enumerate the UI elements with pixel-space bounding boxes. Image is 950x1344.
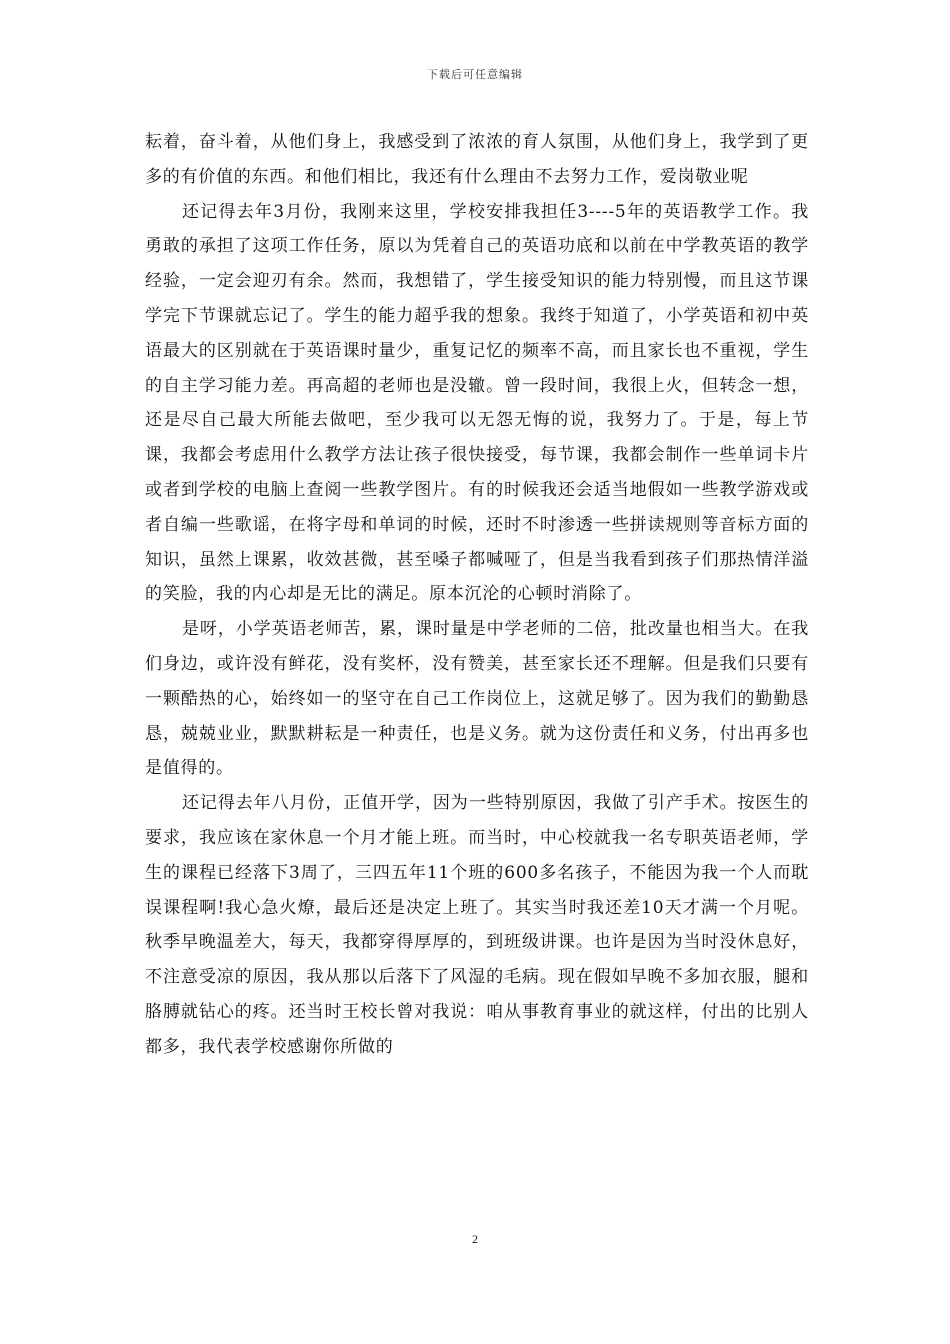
paragraph: 还记得去年3月份，我刚来这里，学校安排我担任3----5年的英语教学工作。我勇敢的承担了这项工作任务，原以为凭着自己的英语功底和以前在中学教英语的教学经验，一定会迎刃有余。然而，我想错了，学生接受知识的能力特别慢，而且这节课学完下节课就忘记了。学生的能力超乎我的想象。我终于知道了，小学英语和初中英语最大的区别就在于英语课时量少，重复记忆的频率不高，而且家长也不重视，学生的自主学习能力差。再高超的老师也是没辙。曾一段时间，我很上火，但转念一想，还是尽自己最大所能去做吧，至少我可以无怨无悔的说，我努力了。于是，每上节课，我都会考虑用什么教学方法让孩子很快接受，每节课，我都会制作一些单词卡片或者到学校的电脑上查阅一些教学图片。有的时候我还会适当地假如一些教学游戏或者自编一些歌谣，在将字母和单词的时候，还时不时渗透一些拼读规则等音标方面的知识，虽然上课累，收效甚微，甚至嗓子都喊哑了，但是当我看到孩子们那热情洋溢的笑脸，我的内心却是无比的满足。原本沉沦的心顿时消除了。 <box>145 201 810 605</box>
page-number: 2 <box>472 1232 478 1246</box>
paragraph: 是呀，小学英语老师苦，累，课时量是中学老师的二倍，批改量也相当大。在我们身边，或许没有鲜花，没有奖杯，没有赞美，甚至家长还不理解。但是我们只要有一颗酷热的心，始终如一的坚守在自己工作岗位上，这就足够了。因为我们的勤勤恳恳，兢兢业业，默默耕耘是一种责任，也是义务。就为这份责任和义务，付出再多也是值得的。 <box>145 619 810 779</box>
paragraph: 耘着，奋斗着，从他们身上，我感受到了浓浓的育人氛围，从他们身上，我学到了更多的有价值的东西。和他们相比，我还有什么理由不去努力工作，爱岗敬业呢 <box>145 132 810 187</box>
body-text <box>145 125 809 1065</box>
page-header: 下载后可任意编辑 <box>427 68 523 81</box>
paragraph: 还记得去年八月份，正值开学，因为一些特别原因，我做了引产手术。按医生的要求，我应该在家休息一个月才能上班。而当时，中心校就我一名专职英语老师，学生的课程已经落下3周了，三四五年11个班的600多名孩子，不能因为我一个人而耽误课程啊!我心急火燎，最后还是决定上班了。其实当时我还差10天才满一个月呢。秋季早晚温差大，每天，我都穿得厚厚的，到班级讲课。也许是因为当时没休息好，不注意受凉的原因，我从那以后落下了风湿的毛病。现在假如早晚不多加衣服，腿和胳膊就钻心的疼。还当时王校长曾对我说：咱从事教育事业的就这样，付出的比别人都多，我代表学校感谢你所做的 <box>145 793 810 1057</box>
